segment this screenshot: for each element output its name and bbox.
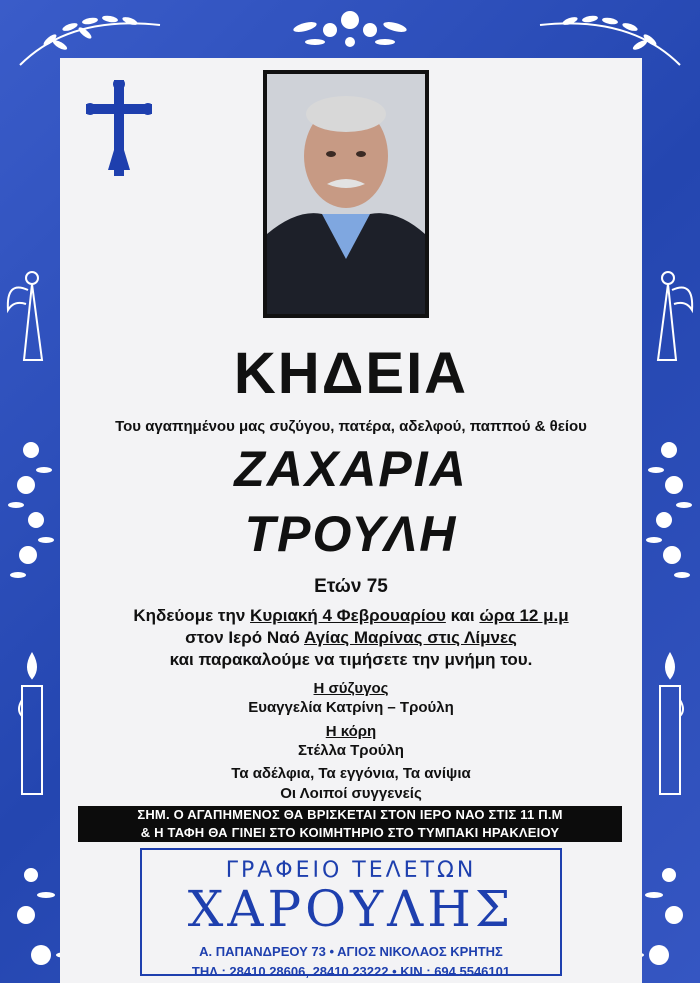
deceased-first-name: ΖΑΧΑΡΙΑ (234, 441, 468, 497)
daughter-name: Στέλλα Τρούλη (298, 742, 404, 759)
intro-text: Του αγαπημένου μας συζύγου, πατέρα, αδελφού, παππού & θείου (115, 418, 587, 435)
office-phones: ΤΗΛ.: 28410 28606, 28410 23222 • ΚΙΝ.: 694 5546101 (191, 964, 511, 979)
angel-icon (644, 260, 696, 370)
church-place: Αγίας Μαρίνας στις Λίμνες (304, 628, 517, 647)
notice-line-1: ΣΗΜ. Ο ΑΓΑΠΗΜΕΝΟΣ ΘΑ ΒΡΙΣΚΕΤΑΙ ΣΤΟΝ ΙΕΡΟ ΝΑΟ ΣΤΙΣ 11 Π.Μ (78, 806, 622, 824)
office-heading: ΓΡΑΦΕΙΟ ΤΕΛΕΤΩΝ (225, 858, 477, 883)
candle-icon (12, 650, 52, 800)
portrait-image (267, 74, 425, 314)
church-prefix: στον Ιερό Ναό (185, 628, 305, 647)
flower-icon (644, 430, 694, 590)
relatives-line: Οι Λοιποί συγγενείς (280, 785, 422, 802)
portrait-photo (263, 70, 429, 318)
angel-icon (4, 260, 56, 370)
flower-icon (6, 430, 56, 590)
funeral-mid: και (445, 606, 480, 625)
notice-line-2: & Η ΤΑΦΗ ΘΑ ΓΙΝΕΙ ΣΤΟ ΚΟΙΜΗΤΗΡΙΟ ΣΤΟ ΤΥΜΠΑΚΙ ΗΡΑΚΛΕΙΟΥ (78, 824, 622, 842)
funeral-office-box (140, 848, 562, 976)
office-address: Α. ΠΑΠΑΝΔΡΕΟΥ 73 • ΑΓΙΟΣ ΝΙΚΟΛΑΟΣ ΚΡΗΤΗΣ (199, 944, 503, 959)
page-title: ΚΗΔΕΙΑ (233, 341, 469, 406)
daughter-label: Η κόρη (325, 723, 377, 740)
funeral-line-1 (60, 606, 642, 626)
cross-icon (86, 80, 152, 176)
funeral-time: ώρα 12 μ.μ (479, 606, 569, 625)
funeral-line-2 (60, 628, 642, 648)
funeral-prefix: Κηδεύομε την (133, 606, 251, 625)
funeral-line-3: και παρακαλούμε να τιμήσετε την μνήμη του. (169, 650, 533, 669)
office-name: ΧΑΡΟΥΛΗΣ (187, 880, 515, 938)
candle-icon (650, 650, 690, 800)
flower-icon (280, 2, 420, 57)
deceased-last-name: ΤΡΟΥΛΗ (244, 506, 458, 562)
wife-label: Η σύζυγος (313, 680, 389, 697)
funeral-date: Κυριακή 4 Φεβρουαρίου (250, 606, 446, 625)
wife-name: Ευαγγελία Κατρίνη – Τρούλη (248, 699, 454, 716)
siblings-line: Τα αδέλφια, Τα εγγόνια, Τα ανίψια (231, 765, 471, 782)
deceased-age: Ετών 75 (314, 576, 388, 597)
